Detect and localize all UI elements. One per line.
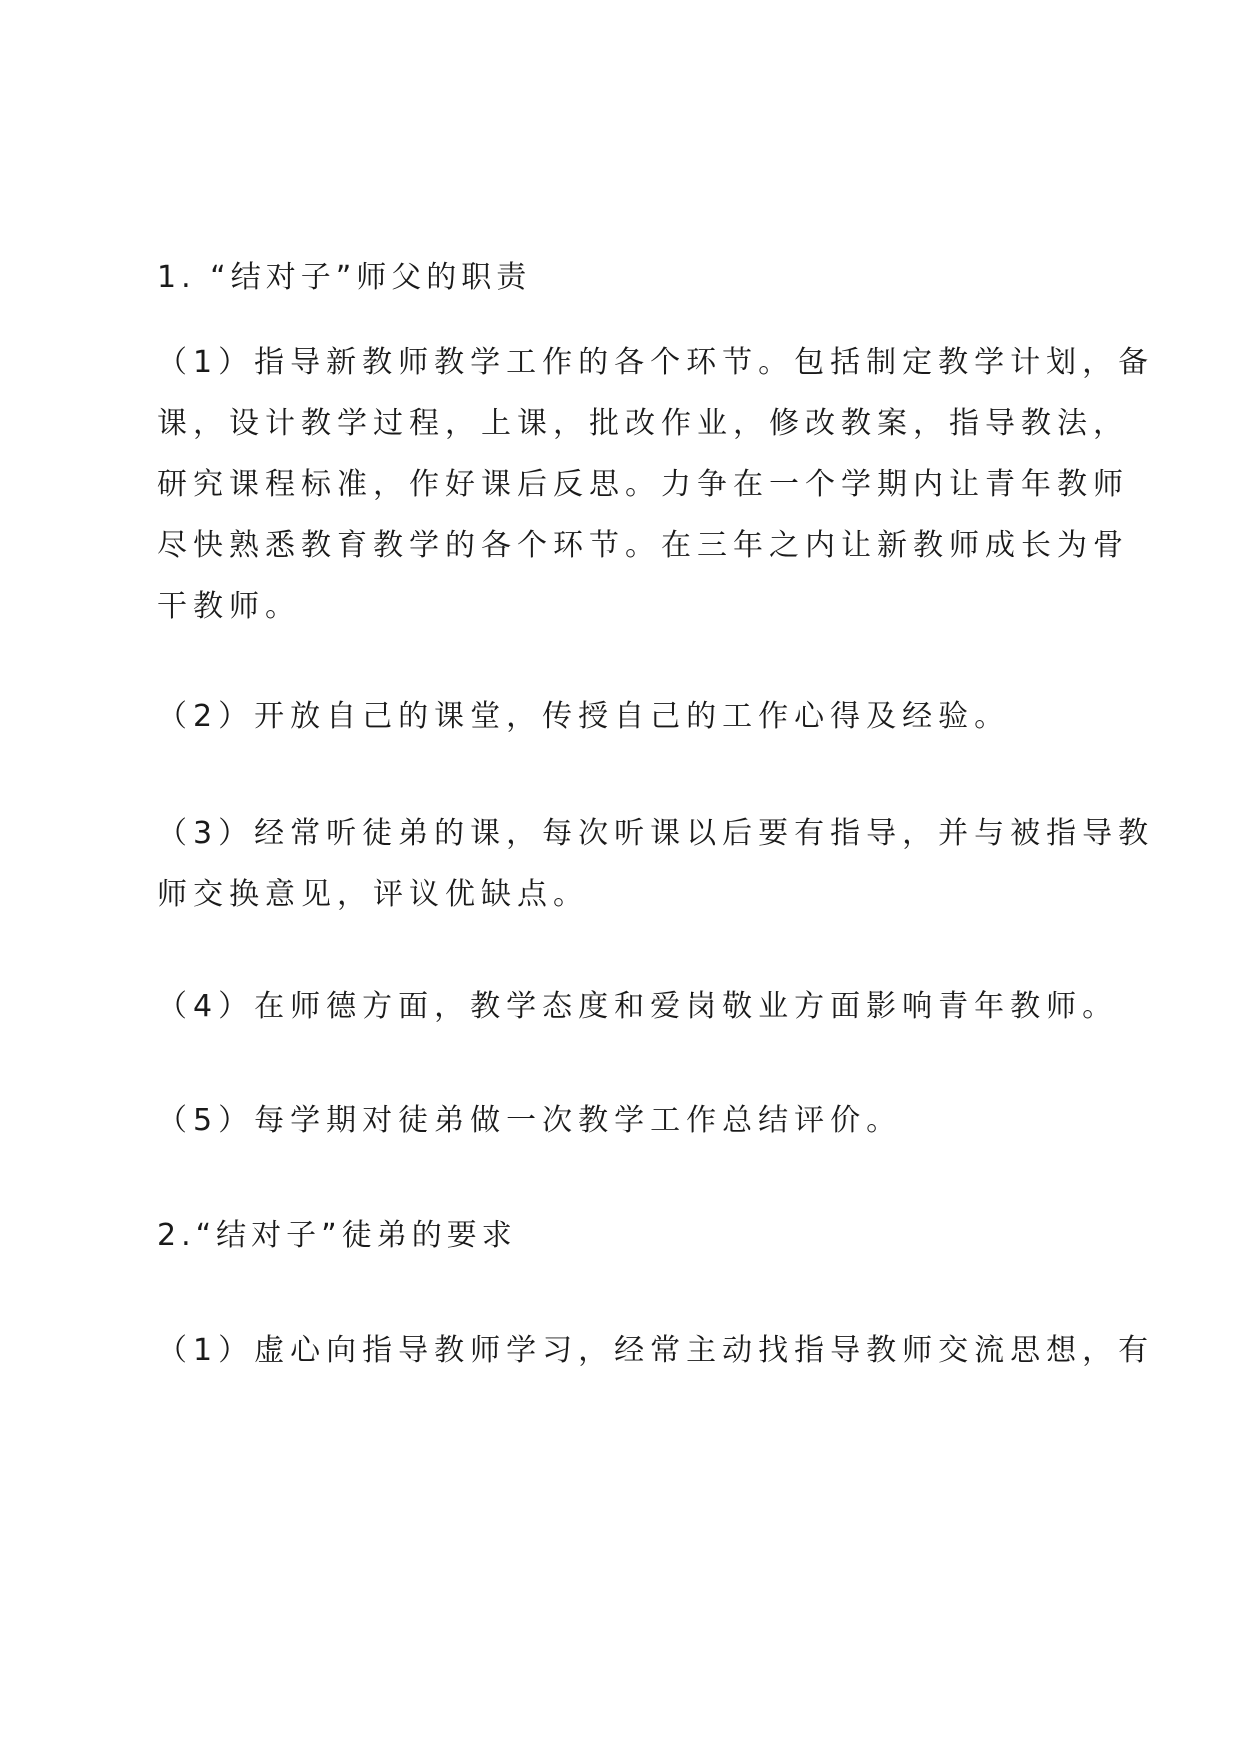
section1-heading: 1. “结对子”师父的职责 [157,260,532,295]
section1-item3-line1: （3）经常听徒弟的课，每次听课以后要有指导，并与被指导教 [157,816,1155,851]
section1-item1-line3: 研究课程标准，作好课后反思。力争在一个学期内让青年教师 [157,467,1129,502]
section2-heading: 2.“结对子”徒弟的要求 [157,1218,517,1253]
section1-item1-line1: （1）指导新教师教学工作的各个环节。包括制定教学计划，备 [157,345,1155,380]
section1-item1-line2: 课，设计教学过程，上课，批改作业，修改教案，指导教法， [157,406,1129,441]
section2-item1-line1: （1）虚心向指导教师学习，经常主动找指导教师交流思想，有 [157,1333,1155,1368]
section1-item3-line2: 师交换意见，评议优缺点。 [157,877,589,912]
section1-item1-line4: 尽快熟悉教育教学的各个环节。在三年之内让新教师成长为骨 [157,528,1129,563]
section1-item1-line5: 干教师。 [157,589,301,624]
section1-item5: （5）每学期对徒弟做一次教学工作总结评价。 [157,1103,903,1138]
section1-item2: （2）开放自己的课堂，传授自己的工作心得及经验。 [157,699,1011,734]
section1-item4: （4）在师德方面，教学态度和爱岗敬业方面影响青年教师。 [157,989,1119,1024]
